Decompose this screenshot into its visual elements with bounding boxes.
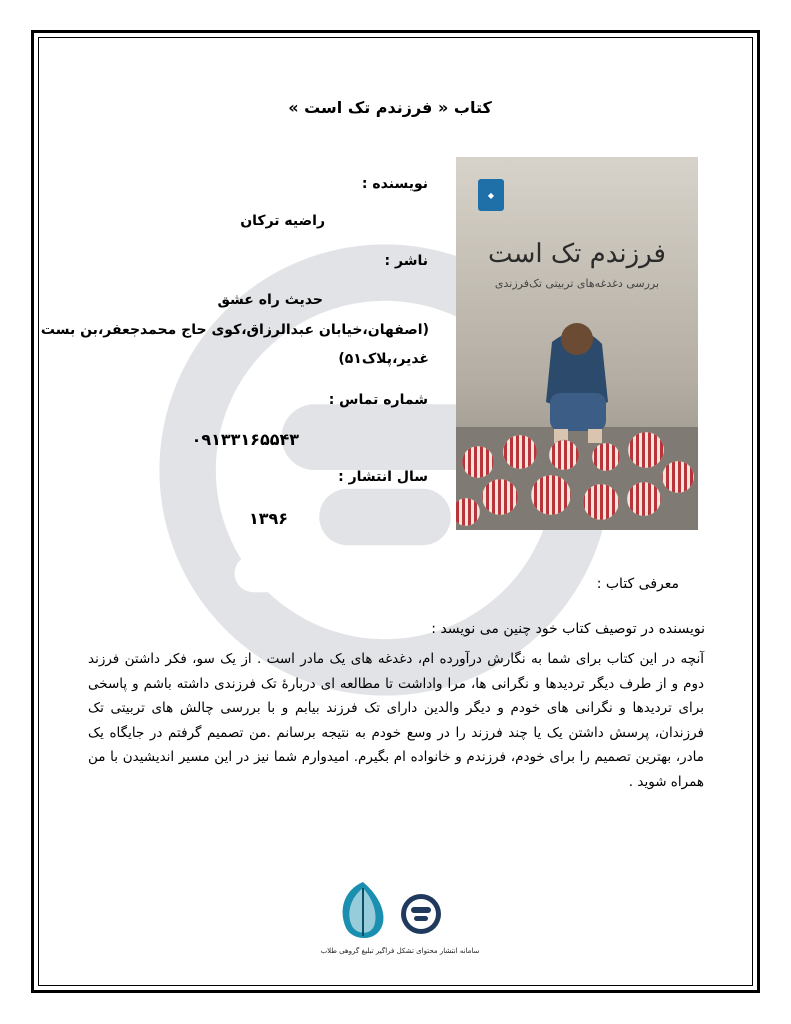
page-title: کتاب « فرزندم تک است »	[288, 98, 492, 117]
phone-label: شماره تماس :	[328, 392, 428, 408]
author-value: راضیه ترکان	[240, 213, 325, 229]
year-value: ۱۳۹۶	[248, 509, 288, 528]
publisher-address-line1: (اصفهان،خیابان عبدالرزاق،کوی حاج محمدجعفر،بن بست	[40, 322, 429, 338]
footer-logo-quill-icon	[336, 880, 390, 942]
footer-caption: سامانه انتشار محتوای تشکل فراگیر تبلیغ گروهی طلاب	[320, 947, 480, 955]
cover-title: فرزندم تک است	[488, 239, 666, 269]
author-label: نویسنده :	[361, 176, 428, 192]
book-cover-illustration	[456, 157, 698, 530]
phone-value: ۰۹۱۳۳۱۶۵۵۴۳	[191, 430, 299, 449]
intro-body: آنچه در این کتاب برای شما به نگارش درآورده ام، دغدغه های یک مادر است . از یک سو، فکر داشتن فرزند دوم و از طرف دیگر تردیدها و نگرانی ها، مرا واداشت تا مطالعه ای دربارۀ تک فرزندی داشته باشم و پاسخی برای تردیدها و نگرانی های خودم و دیگر والدین دارای تک فرزند بیابم و با بررسی چالش های تربیتی تک فرزندان، پرسش داشتن یک یا چند فرزند را در وسع خودم به نتیجه برسانم .من تصمیم گرفتم در جایگاه یک مادر، بهترین تصمیم را برای خودم، فرزندم و خانواده ام بگیرم. امیدوارم شما نیز در این مسیر اندیشیدن با من همراه شوید .	[88, 651, 704, 790]
book-cover-image	[456, 157, 698, 530]
publisher-label: ناشر :	[384, 253, 428, 269]
year-label: سال انتشار :	[338, 469, 428, 485]
publisher-address-line2: غدیر،پلاک۵۱)	[338, 351, 429, 367]
intro-heading: معرفی کتاب :	[596, 576, 679, 592]
publisher-name: حدیث راه عشق	[217, 292, 323, 308]
cover-subtitle: بررسی دغدغه‌های تربیتی تک‌فرزندی	[494, 277, 660, 290]
intro-lead: نویسنده در توصیف کتاب خود چنین می نویسد :	[431, 621, 705, 637]
footer-logo-badge-icon	[400, 893, 442, 935]
cover-publisher-badge-icon: ◆	[478, 179, 504, 211]
